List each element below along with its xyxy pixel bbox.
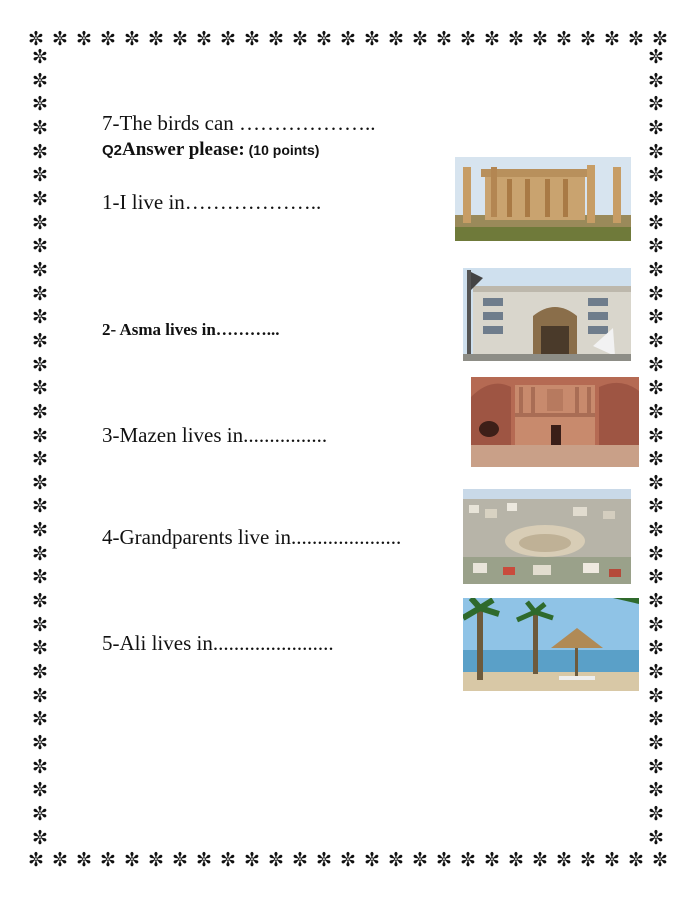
star-ornament-icon: ✼ bbox=[648, 566, 664, 589]
star-ornament-icon: ✼ bbox=[32, 519, 48, 542]
answer-2: 2- Asma lives in………... bbox=[102, 320, 280, 339]
star-ornament-icon: ✼ bbox=[52, 27, 68, 50]
star-ornament-icon: ✼ bbox=[100, 848, 116, 871]
star-ornament-icon: ✼ bbox=[172, 848, 188, 871]
star-ornament-icon: ✼ bbox=[32, 661, 48, 684]
star-ornament-icon: ✼ bbox=[412, 848, 428, 871]
star-ornament-icon: ✼ bbox=[604, 848, 620, 871]
star-ornament-icon: ✼ bbox=[148, 27, 164, 50]
star-ornament-icon: ✼ bbox=[124, 27, 140, 50]
star-ornament-icon: ✼ bbox=[32, 400, 48, 423]
star-ornament-icon: ✼ bbox=[32, 235, 48, 258]
star-ornament-icon: ✼ bbox=[32, 542, 48, 565]
star-ornament-icon: ✼ bbox=[648, 495, 664, 518]
star-ornament-icon: ✼ bbox=[340, 848, 356, 871]
star-ornament-icon: ✼ bbox=[508, 27, 524, 50]
star-ornament-icon: ✼ bbox=[532, 848, 548, 871]
star-ornament-icon: ✼ bbox=[648, 329, 664, 352]
star-ornament-icon: ✼ bbox=[32, 637, 48, 660]
star-ornament-icon: ✼ bbox=[648, 46, 664, 68]
star-ornament-icon: ✼ bbox=[648, 732, 664, 755]
star-ornament-icon: ✼ bbox=[648, 803, 664, 825]
star-ornament-icon: ✼ bbox=[76, 27, 92, 50]
star-ornament-icon: ✼ bbox=[580, 27, 596, 50]
star-ornament-icon: ✼ bbox=[484, 848, 500, 871]
answer-3: 3-Mazen lives in................ bbox=[102, 423, 328, 447]
star-ornament-icon: ✼ bbox=[32, 566, 48, 589]
star-ornament-icon: ✼ bbox=[648, 519, 664, 542]
star-ornament-icon: ✼ bbox=[244, 848, 260, 871]
star-ornament-icon: ✼ bbox=[484, 27, 500, 50]
star-ornament-icon: ✼ bbox=[32, 140, 48, 163]
star-ornament-icon: ✼ bbox=[648, 353, 664, 376]
star-ornament-icon: ✼ bbox=[32, 93, 48, 116]
star-ornament-icon: ✼ bbox=[32, 590, 48, 613]
star-ornament-icon: ✼ bbox=[148, 848, 164, 871]
star-ornament-icon: ✼ bbox=[648, 637, 664, 660]
star-ornament-icon: ✼ bbox=[32, 258, 48, 281]
star-ornament-icon: ✼ bbox=[648, 684, 664, 707]
star-ornament-icon: ✼ bbox=[556, 27, 572, 50]
star-ornament-icon: ✼ bbox=[124, 848, 140, 871]
star-ornament-icon: ✼ bbox=[32, 708, 48, 731]
star-ornament-icon: ✼ bbox=[32, 803, 48, 825]
answer-4: 4-Grandparents live in..................... bbox=[102, 525, 402, 549]
question-7: 7-The birds can ……………….. bbox=[102, 111, 376, 135]
star-ornament-icon: ✼ bbox=[32, 495, 48, 518]
star-ornament-icon: ✼ bbox=[556, 848, 572, 871]
q2-title: Answer please bbox=[122, 139, 239, 160]
star-ornament-icon: ✼ bbox=[32, 306, 48, 329]
star-ornament-icon: ✼ bbox=[648, 613, 664, 636]
star-ornament-icon: ✼ bbox=[364, 27, 380, 50]
star-ornament-icon: ✼ bbox=[388, 27, 404, 50]
star-ornament-icon: ✼ bbox=[32, 329, 48, 352]
star-ornament-icon: ✼ bbox=[648, 116, 664, 139]
star-ornament-icon: ✼ bbox=[32, 779, 48, 802]
star-ornament-icon: ✼ bbox=[32, 187, 48, 210]
star-ornament-icon: ✼ bbox=[32, 116, 48, 139]
star-ornament-icon: ✼ bbox=[604, 27, 620, 50]
star-ornament-icon: ✼ bbox=[28, 848, 44, 871]
star-ornament-icon: ✼ bbox=[648, 708, 664, 731]
star-ornament-icon: ✼ bbox=[340, 27, 356, 50]
star-border-left bbox=[28, 48, 52, 848]
star-ornament-icon: ✼ bbox=[32, 282, 48, 305]
star-ornament-icon: ✼ bbox=[32, 353, 48, 376]
star-ornament-icon: ✼ bbox=[648, 211, 664, 234]
star-ornament-icon: ✼ bbox=[648, 140, 664, 163]
star-border-top bbox=[28, 27, 668, 51]
star-ornament-icon: ✼ bbox=[32, 424, 48, 447]
star-ornament-icon: ✼ bbox=[628, 848, 644, 871]
star-ornament-icon: ✼ bbox=[172, 27, 188, 50]
star-ornament-icon: ✼ bbox=[648, 69, 664, 92]
star-ornament-icon: ✼ bbox=[388, 848, 404, 871]
star-ornament-icon: ✼ bbox=[100, 27, 116, 50]
star-ornament-icon: ✼ bbox=[412, 27, 428, 50]
answer-5: 5-Ali lives in....................... bbox=[102, 631, 334, 655]
star-ornament-icon: ✼ bbox=[460, 27, 476, 50]
star-ornament-icon: ✼ bbox=[648, 400, 664, 423]
star-ornament-icon: ✼ bbox=[648, 164, 664, 187]
star-ornament-icon: ✼ bbox=[648, 471, 664, 494]
star-ornament-icon: ✼ bbox=[32, 69, 48, 92]
star-ornament-icon: ✼ bbox=[316, 27, 332, 50]
star-ornament-icon: ✼ bbox=[364, 848, 380, 871]
q2-points: (10 points) bbox=[248, 142, 320, 158]
star-ornament-icon: ✼ bbox=[32, 826, 48, 849]
star-ornament-icon: ✼ bbox=[32, 377, 48, 400]
star-ornament-icon: ✼ bbox=[220, 27, 236, 50]
star-ornament-icon: ✼ bbox=[292, 27, 308, 50]
star-ornament-icon: ✼ bbox=[436, 848, 452, 871]
photo-city-amphitheatre bbox=[463, 489, 631, 584]
star-ornament-icon: ✼ bbox=[648, 187, 664, 210]
star-ornament-icon: ✼ bbox=[648, 306, 664, 329]
star-ornament-icon: ✼ bbox=[76, 848, 92, 871]
photo-petra-treasury bbox=[471, 377, 639, 467]
star-ornament-icon: ✼ bbox=[32, 684, 48, 707]
star-ornament-icon: ✼ bbox=[460, 848, 476, 871]
q2-label: Q2 bbox=[102, 142, 123, 159]
star-ornament-icon: ✼ bbox=[28, 27, 44, 50]
star-ornament-icon: ✼ bbox=[648, 93, 664, 116]
star-ornament-icon: ✼ bbox=[32, 755, 48, 778]
star-ornament-icon: ✼ bbox=[648, 590, 664, 613]
star-ornament-icon: ✼ bbox=[32, 471, 48, 494]
star-ornament-icon: ✼ bbox=[648, 235, 664, 258]
star-ornament-icon: ✼ bbox=[648, 779, 664, 802]
q2-colon: : bbox=[238, 139, 245, 160]
star-ornament-icon: ✼ bbox=[196, 27, 212, 50]
star-ornament-icon: ✼ bbox=[648, 661, 664, 684]
star-ornament-icon: ✼ bbox=[292, 848, 308, 871]
star-ornament-icon: ✼ bbox=[580, 848, 596, 871]
star-ornament-icon: ✼ bbox=[268, 848, 284, 871]
photo-roman-ruins bbox=[455, 157, 631, 241]
photo-beach-palm-trees bbox=[463, 598, 639, 691]
star-ornament-icon: ✼ bbox=[32, 46, 48, 68]
star-ornament-icon: ✼ bbox=[220, 848, 236, 871]
star-ornament-icon: ✼ bbox=[32, 613, 48, 636]
star-ornament-icon: ✼ bbox=[196, 848, 212, 871]
photo-municipality-building bbox=[463, 268, 631, 361]
star-ornament-icon: ✼ bbox=[648, 282, 664, 305]
star-ornament-icon: ✼ bbox=[244, 27, 260, 50]
star-ornament-icon: ✼ bbox=[532, 27, 548, 50]
star-ornament-icon: ✼ bbox=[316, 848, 332, 871]
question-2-header bbox=[102, 139, 319, 161]
star-border-right bbox=[644, 48, 668, 848]
star-ornament-icon: ✼ bbox=[652, 27, 668, 50]
star-ornament-icon: ✼ bbox=[436, 27, 452, 50]
star-ornament-icon: ✼ bbox=[648, 542, 664, 565]
star-ornament-icon: ✼ bbox=[268, 27, 284, 50]
star-ornament-icon: ✼ bbox=[32, 732, 48, 755]
star-ornament-icon: ✼ bbox=[32, 164, 48, 187]
star-ornament-icon: ✼ bbox=[648, 424, 664, 447]
star-ornament-icon: ✼ bbox=[648, 448, 664, 471]
star-ornament-icon: ✼ bbox=[648, 377, 664, 400]
star-ornament-icon: ✼ bbox=[648, 755, 664, 778]
star-border-bottom bbox=[28, 848, 668, 872]
star-ornament-icon: ✼ bbox=[32, 448, 48, 471]
answer-1: 1-I live in……………….. bbox=[102, 190, 322, 214]
star-ornament-icon: ✼ bbox=[508, 848, 524, 871]
star-ornament-icon: ✼ bbox=[648, 258, 664, 281]
star-ornament-icon: ✼ bbox=[32, 211, 48, 234]
star-ornament-icon: ✼ bbox=[648, 826, 664, 849]
star-ornament-icon: ✼ bbox=[652, 848, 668, 871]
star-ornament-icon: ✼ bbox=[628, 27, 644, 50]
star-ornament-icon: ✼ bbox=[52, 848, 68, 871]
